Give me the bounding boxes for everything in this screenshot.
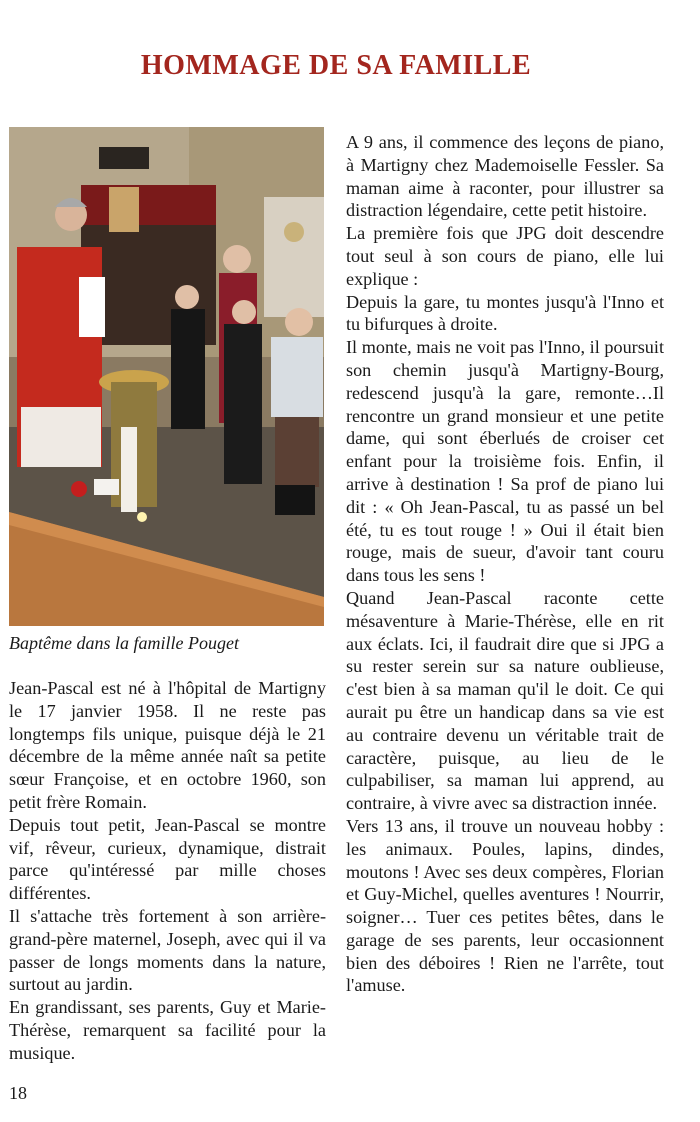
paragraph: La première fois que JPG doit descendre tout seul à son cours de piano, elle lui explique :: [346, 223, 664, 289]
paragraph: En grandissant, ses parents, Guy et Marie-Thérèse, remarquent sa facilité pour la musique.: [9, 997, 326, 1063]
paragraph: Il s'attache très fortement à son arrière-grand-père maternel, Joseph, avec qui il va passer de longs moments dans la nature, surtout au jardin.: [9, 905, 326, 995]
page-title: HOMMAGE DE SA FAMILLE: [140, 50, 532, 81]
paragraph: Vers 13 ans, il trouve un nouveau hobby : les animaux. Poules, lapins, dindes, moutons ! Avec ses deux compères, Florian et Guy-Michel, quelles aventures ! Nourrir, soigner… Tuer ces petites bêtes, dans le garage de ses parents, leur occasionnent bien des déboires ! Rien ne l'arrête, tout l'amuse.: [346, 815, 664, 996]
paragraph: Il monte, mais ne voit pas l'Inno, il poursuit son chemin jusqu'à Martigny-Bourg, redescend jusqu'à la gare, remonte…Il rencontre un grand monsieur et une petite dame, qui sont éberlués de croiser cet enfant pour la troisième fois. Enfin, il arrive à destination ! Sa prof de piano lui dit : « Oh Jean-Pascal, tu as passé un bel été, tu es tout rouge ! » Oui il était bien rouge, mais de sueur, d'avoir tant couru dans tous les sens !: [346, 337, 664, 586]
page-number: 18: [9, 1083, 27, 1103]
paragraph: Depuis la gare, tu montes jusqu'à l'Inno et tu bifurques à droite.: [346, 291, 664, 335]
left-column: [9, 677, 326, 1065]
paragraph: Depuis tout petit, Jean-Pascal se montre vif, rêveur, curieux, dynamique, distrait parce qu'intéressé par mille choses différentes.: [9, 814, 326, 904]
paragraph: Jean-Pascal est né à l'hôpital de Martigny le 17 janvier 1958. Il ne reste pas longtemps fils unique, puisque déjà le 21 décembre de la même année naît sa petite sœur Françoise, et en octobre 1960, son petit frère Romain.: [9, 678, 326, 812]
photo-caption: Baptême dans la famille Pouget: [9, 633, 239, 653]
paragraph: Quand Jean-Pascal raconte cette mésaventure à Marie-Thérèse, elle en rit aux éclats. Ici, il faudrait dire que si JPG a su rester serein sur sa nature oublieuse, c'est bien à sa maman qu'il le doit. Ce qui aurait pu être un handicap dans sa vie est au contraire devenu un véritable trait de caractère, puisque, au lieu de le culpabiliser, sa maman lui apprend, au contraire, à vivre avec sa distraction innée.: [346, 587, 664, 814]
baptism-photo: [9, 127, 324, 626]
paragraph: A 9 ans, il commence des leçons de piano, à Martigny chez Mademoiselle Fessler. Sa maman aime à raconter, pour illustrer sa distraction légendaire, cette petit histoire.: [346, 132, 664, 221]
right-column: [346, 131, 664, 997]
